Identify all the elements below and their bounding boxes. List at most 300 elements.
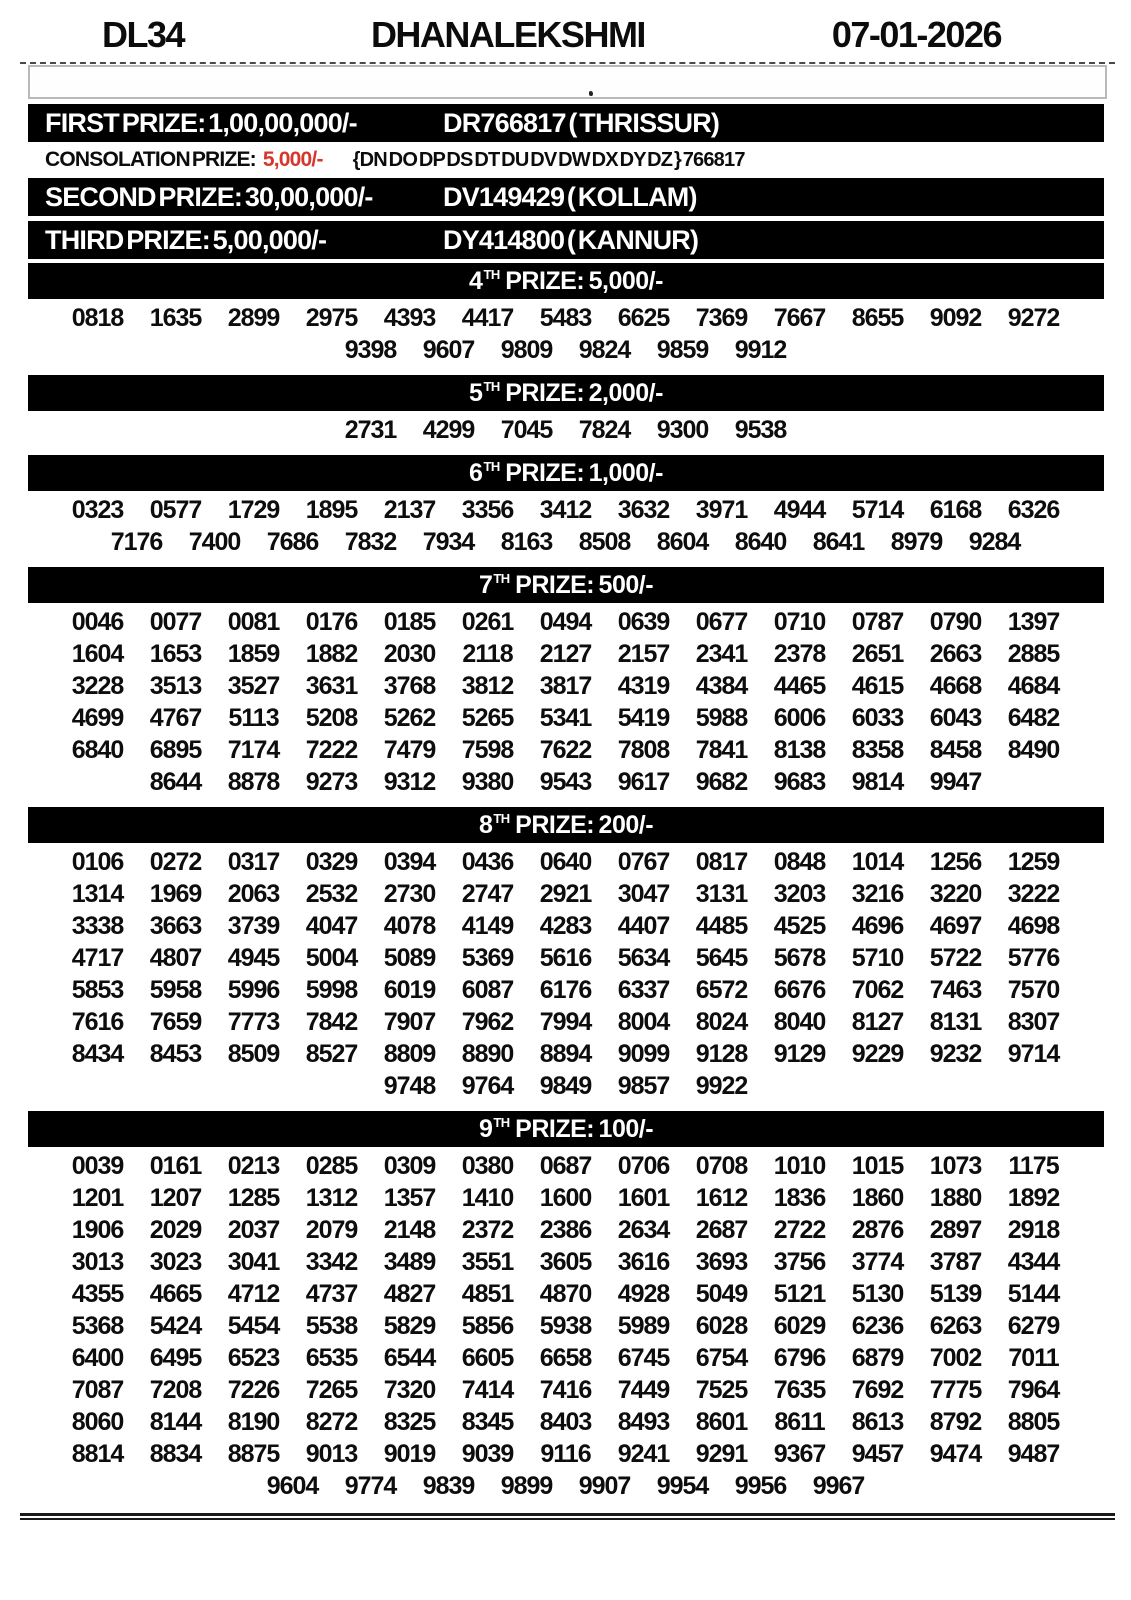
winning-number: 6544 bbox=[383, 1344, 436, 1372]
winning-number: 6326 bbox=[1007, 496, 1060, 524]
winning-number: 2731 bbox=[344, 416, 397, 444]
winning-number: 4684 bbox=[1007, 672, 1060, 700]
number-row bbox=[0, 670, 1131, 702]
winning-number: 9128 bbox=[695, 1040, 748, 1068]
consolation-prize-row bbox=[28, 145, 1104, 175]
winning-number: 9241 bbox=[617, 1440, 670, 1468]
winning-number: 5853 bbox=[71, 976, 124, 1004]
winning-number: 0272 bbox=[149, 848, 202, 876]
winning-number: 7449 bbox=[617, 1376, 670, 1404]
winning-number: 7002 bbox=[929, 1344, 982, 1372]
winning-number: 1859 bbox=[227, 640, 280, 668]
winning-number: 8493 bbox=[617, 1408, 670, 1436]
winning-number: 1635 bbox=[149, 304, 202, 332]
number-row bbox=[0, 1214, 1131, 1246]
winning-number: 6176 bbox=[539, 976, 592, 1004]
number-row bbox=[0, 1374, 1131, 1406]
third-prize-bar bbox=[28, 221, 1104, 259]
prize-section-7th bbox=[0, 567, 1131, 801]
winning-number: 0161 bbox=[149, 1152, 202, 1180]
winning-number: 8601 bbox=[695, 1408, 748, 1436]
winning-number: 1836 bbox=[773, 1184, 826, 1212]
number-row bbox=[0, 766, 1131, 798]
winning-number: 3527 bbox=[227, 672, 280, 700]
number-row bbox=[0, 1006, 1131, 1038]
winning-number: 5958 bbox=[149, 976, 202, 1004]
winning-number: 0677 bbox=[695, 608, 748, 636]
winning-number: 7692 bbox=[851, 1376, 904, 1404]
third-prize-winner: DY414800 ( KANNUR) bbox=[443, 224, 699, 255]
winning-number: 7635 bbox=[773, 1376, 826, 1404]
winning-number: 0494 bbox=[539, 608, 592, 636]
draw-code: DL34 bbox=[102, 14, 185, 55]
winning-number: 3768 bbox=[383, 672, 436, 700]
prize-section-4th bbox=[0, 263, 1131, 369]
number-row bbox=[0, 1406, 1131, 1438]
winning-number: 7265 bbox=[305, 1376, 358, 1404]
winning-number: 6236 bbox=[851, 1312, 904, 1340]
winning-number: 2157 bbox=[617, 640, 670, 668]
winning-number: 0106 bbox=[71, 848, 124, 876]
winning-number: 6879 bbox=[851, 1344, 904, 1372]
winning-number: 4299 bbox=[422, 416, 475, 444]
winning-number: 2663 bbox=[929, 640, 982, 668]
winning-number: 7622 bbox=[539, 736, 592, 764]
winning-number: 9774 bbox=[344, 1472, 397, 1500]
winning-number: 2063 bbox=[227, 880, 280, 908]
winning-number: 0285 bbox=[305, 1152, 358, 1180]
winning-number: 8613 bbox=[851, 1408, 904, 1436]
winning-number: 3222 bbox=[1007, 880, 1060, 908]
number-row bbox=[0, 606, 1131, 638]
winning-number: 4717 bbox=[71, 944, 124, 972]
winning-number: 8490 bbox=[1007, 736, 1060, 764]
winning-number: 6482 bbox=[1007, 704, 1060, 732]
winning-number: 1256 bbox=[929, 848, 982, 876]
winning-number: 5262 bbox=[383, 704, 436, 732]
winning-number: 6676 bbox=[773, 976, 826, 1004]
winning-number: 1882 bbox=[305, 640, 358, 668]
winning-number: 8611 bbox=[774, 1408, 825, 1436]
winning-number: 9859 bbox=[656, 336, 709, 364]
number-row bbox=[0, 1038, 1131, 1070]
winning-number: 7320 bbox=[383, 1376, 436, 1404]
winning-number: 6796 bbox=[773, 1344, 826, 1372]
number-row bbox=[0, 910, 1131, 942]
winning-number: 6337 bbox=[617, 976, 670, 1004]
winning-number: 9682 bbox=[695, 768, 748, 796]
number-row bbox=[0, 1342, 1131, 1374]
winning-number: 6745 bbox=[617, 1344, 670, 1372]
consolation-series: {DN DO DP DS DT DU DV DW DX DY DZ } 766817 bbox=[352, 148, 745, 171]
winning-number: 2975 bbox=[305, 304, 358, 332]
winning-number: 4078 bbox=[383, 912, 436, 940]
winning-number: 0046 bbox=[71, 608, 124, 636]
winning-number: 9814 bbox=[851, 768, 904, 796]
number-row bbox=[0, 942, 1131, 974]
winning-number: 2532 bbox=[305, 880, 358, 908]
winning-number: 8509 bbox=[227, 1040, 280, 1068]
winning-number: 3041 bbox=[227, 1248, 280, 1276]
winning-number: 1604 bbox=[71, 640, 124, 668]
winning-number: 8358 bbox=[851, 736, 904, 764]
winning-number: 0710 bbox=[773, 608, 826, 636]
winning-number: 9273 bbox=[305, 768, 358, 796]
prize-section-5th bbox=[0, 375, 1131, 449]
winning-number: 1207 bbox=[149, 1184, 202, 1212]
first-prize-label: FIRST PRIZE: 1,00,00,000/- bbox=[45, 107, 357, 138]
winning-number: 3356 bbox=[461, 496, 514, 524]
winning-number: 8875 bbox=[227, 1440, 280, 1468]
winning-number: 9272 bbox=[1007, 304, 1060, 332]
winning-number: 2885 bbox=[1007, 640, 1060, 668]
winning-number: 2127 bbox=[539, 640, 592, 668]
winning-numbers-grid-7th bbox=[0, 604, 1131, 801]
number-row bbox=[0, 638, 1131, 670]
winning-number: 1612 bbox=[695, 1184, 748, 1212]
winning-number: 9604 bbox=[266, 1472, 319, 1500]
winning-number: 8792 bbox=[929, 1408, 982, 1436]
second-prize-label: SECOND PRIZE: 30,00,000/- bbox=[45, 181, 373, 212]
winning-number: 2137 bbox=[383, 496, 436, 524]
winning-number: 1895 bbox=[305, 496, 358, 524]
winning-number: 6029 bbox=[773, 1312, 826, 1340]
number-row bbox=[0, 1310, 1131, 1342]
winning-number: 1892 bbox=[1007, 1184, 1060, 1212]
winning-number: 9312 bbox=[383, 768, 436, 796]
prize-section-8th bbox=[0, 807, 1131, 1105]
winning-number: 2378 bbox=[773, 640, 826, 668]
winning-number: 2918 bbox=[1007, 1216, 1060, 1244]
winning-number: 9284 bbox=[968, 528, 1021, 556]
winning-number: 9092 bbox=[929, 304, 982, 332]
winning-number: 5089 bbox=[383, 944, 436, 972]
winning-number: 0317 bbox=[227, 848, 280, 876]
winning-number: 7369 bbox=[695, 304, 748, 332]
winning-numbers-grid-8th bbox=[0, 844, 1131, 1105]
winning-number: 8004 bbox=[617, 1008, 670, 1036]
number-row bbox=[0, 1278, 1131, 1310]
winning-number: 6019 bbox=[383, 976, 436, 1004]
prize-section-9th bbox=[0, 1111, 1131, 1505]
winning-number: 7841 bbox=[695, 736, 748, 764]
winning-number: 1653 bbox=[149, 640, 202, 668]
winning-number: 6572 bbox=[695, 976, 748, 1004]
winning-number: 9912 bbox=[734, 336, 787, 364]
winning-number: 8655 bbox=[851, 304, 904, 332]
winning-numbers-grid-9th bbox=[0, 1148, 1131, 1505]
winning-number: 9947 bbox=[929, 768, 982, 796]
winning-number: 5483 bbox=[539, 304, 592, 332]
winning-number: 8144 bbox=[149, 1408, 202, 1436]
winning-number: 6605 bbox=[461, 1344, 514, 1372]
winning-number: 3787 bbox=[929, 1248, 982, 1276]
winning-number: 9099 bbox=[617, 1040, 670, 1068]
section-header-7th: 7 $^{TH}$ PRIZE: 500/- bbox=[28, 567, 1104, 603]
winning-number: 8272 bbox=[305, 1408, 358, 1436]
number-row bbox=[0, 1182, 1131, 1214]
winning-number: 9922 bbox=[695, 1072, 748, 1100]
winning-number: 1357 bbox=[383, 1184, 436, 1212]
winning-number: 0323 bbox=[71, 496, 124, 524]
winning-number: 7775 bbox=[929, 1376, 982, 1404]
empty-input-box[interactable] bbox=[28, 65, 1107, 99]
winning-number: 8508 bbox=[578, 528, 631, 556]
winning-number: 0787 bbox=[851, 608, 904, 636]
winning-number: 3216 bbox=[851, 880, 904, 908]
winning-number: 5424 bbox=[149, 1312, 202, 1340]
section-header-8th: 8 $^{TH}$ PRIZE: 200/- bbox=[28, 807, 1104, 843]
winning-number: 4393 bbox=[383, 304, 436, 332]
winning-number: 5139 bbox=[929, 1280, 982, 1308]
winning-number: 2899 bbox=[227, 304, 280, 332]
winning-number: 5856 bbox=[461, 1312, 514, 1340]
winning-number: 3131 bbox=[695, 880, 748, 908]
number-row bbox=[0, 974, 1131, 1006]
winning-number: 4712 bbox=[227, 1280, 280, 1308]
winning-number: 6006 bbox=[773, 704, 826, 732]
winning-number: 0261 bbox=[461, 608, 514, 636]
winning-number: 5938 bbox=[539, 1312, 592, 1340]
winning-number: 5634 bbox=[617, 944, 670, 972]
winning-number: 3013 bbox=[71, 1248, 124, 1276]
winning-number: 1014 bbox=[851, 848, 904, 876]
winning-number: 8894 bbox=[539, 1040, 592, 1068]
winning-number: 5996 bbox=[227, 976, 280, 1004]
winning-number: 5454 bbox=[227, 1312, 280, 1340]
winning-number: 1880 bbox=[929, 1184, 982, 1212]
winning-number: 8805 bbox=[1007, 1408, 1060, 1436]
winning-number: 0176 bbox=[305, 608, 358, 636]
winning-number: 3774 bbox=[851, 1248, 904, 1276]
winning-number: 4698 bbox=[1007, 912, 1060, 940]
winning-number: 4047 bbox=[305, 912, 358, 940]
winning-numbers-grid-6th bbox=[0, 492, 1131, 561]
winning-number: 1410 bbox=[461, 1184, 514, 1212]
winning-number: 9116 bbox=[540, 1440, 591, 1468]
winning-number: 6279 bbox=[1007, 1312, 1060, 1340]
winning-number: 3739 bbox=[227, 912, 280, 940]
winning-number: 0039 bbox=[71, 1152, 124, 1180]
winning-number: 5419 bbox=[617, 704, 670, 732]
winning-number: 5121 bbox=[773, 1280, 826, 1308]
winning-number: 5998 bbox=[305, 976, 358, 1004]
winning-number: 8040 bbox=[773, 1008, 826, 1036]
winning-number: 9809 bbox=[500, 336, 553, 364]
winning-number: 7824 bbox=[578, 416, 631, 444]
winning-number: 5616 bbox=[539, 944, 592, 972]
winning-number: 9967 bbox=[812, 1472, 865, 1500]
winning-number: 8604 bbox=[656, 528, 709, 556]
winning-number: 6895 bbox=[149, 736, 202, 764]
winning-number: 9129 bbox=[773, 1040, 826, 1068]
winning-number: 4945 bbox=[227, 944, 280, 972]
winning-number: 9229 bbox=[851, 1040, 904, 1068]
winning-number: 3817 bbox=[539, 672, 592, 700]
winning-number: 4697 bbox=[929, 912, 982, 940]
winning-number: 3023 bbox=[149, 1248, 202, 1276]
second-prize-winner: DV149429 ( KOLLAM) bbox=[443, 181, 697, 212]
winning-number: 5368 bbox=[71, 1312, 124, 1340]
winning-number: 2079 bbox=[305, 1216, 358, 1244]
winning-number: 2037 bbox=[227, 1216, 280, 1244]
winning-number: 8190 bbox=[227, 1408, 280, 1436]
winning-number: 9474 bbox=[929, 1440, 982, 1468]
winning-number: 1073 bbox=[929, 1152, 982, 1180]
winning-number: 1906 bbox=[71, 1216, 124, 1244]
winning-number: 2687 bbox=[695, 1216, 748, 1244]
winning-number: 6033 bbox=[851, 704, 904, 732]
winning-number: 8641 bbox=[812, 528, 865, 556]
winning-number: 9367 bbox=[773, 1440, 826, 1468]
second-prize-bar bbox=[28, 178, 1104, 216]
third-prize-label: THIRD PRIZE: 5,00,000/- bbox=[45, 224, 327, 255]
winning-number: 7062 bbox=[851, 976, 904, 1004]
winning-number: 5988 bbox=[695, 704, 748, 732]
draw-date: 07-01-2026 bbox=[831, 14, 1001, 55]
winning-number: 7174 bbox=[227, 736, 280, 764]
winning-number: 4737 bbox=[305, 1280, 358, 1308]
winning-number: 3632 bbox=[617, 496, 670, 524]
winning-number: 1969 bbox=[149, 880, 202, 908]
winning-number: 9748 bbox=[383, 1072, 436, 1100]
winning-number: 9839 bbox=[422, 1472, 475, 1500]
winning-number: 4767 bbox=[149, 704, 202, 732]
winning-number: 2747 bbox=[461, 880, 514, 908]
winning-number: 3663 bbox=[149, 912, 202, 940]
winning-number: 3693 bbox=[695, 1248, 748, 1276]
winning-number: 4668 bbox=[929, 672, 982, 700]
section-header-4th: 4 $^{TH}$ PRIZE: 5,000/- bbox=[28, 263, 1104, 299]
winning-number: 7479 bbox=[383, 736, 436, 764]
winning-number: 4696 bbox=[851, 912, 904, 940]
winning-number: 4417 bbox=[461, 304, 514, 332]
winning-number: 1201 bbox=[71, 1184, 124, 1212]
winning-number: 4525 bbox=[773, 912, 826, 940]
winning-number: 5710 bbox=[851, 944, 904, 972]
number-row bbox=[0, 414, 1131, 446]
winning-number: 5989 bbox=[617, 1312, 670, 1340]
winning-number: 7525 bbox=[695, 1376, 748, 1404]
winning-number: 4615 bbox=[851, 672, 904, 700]
winning-number: 4827 bbox=[383, 1280, 436, 1308]
winning-number: 5722 bbox=[929, 944, 982, 972]
winning-number: 0309 bbox=[383, 1152, 436, 1180]
winning-number: 8138 bbox=[773, 736, 826, 764]
winning-number: 7463 bbox=[929, 976, 982, 1004]
number-row bbox=[0, 334, 1131, 366]
winning-number: 2921 bbox=[539, 880, 592, 908]
winning-number: 2030 bbox=[383, 640, 436, 668]
winning-number: 7773 bbox=[227, 1008, 280, 1036]
winning-number: 8878 bbox=[227, 768, 280, 796]
winning-number: 8453 bbox=[149, 1040, 202, 1068]
winning-number: 7994 bbox=[539, 1008, 592, 1036]
winning-number: 9538 bbox=[734, 416, 787, 444]
winning-number: 1259 bbox=[1007, 848, 1060, 876]
winning-numbers-grid-4th bbox=[0, 300, 1131, 369]
winning-number: 5645 bbox=[695, 944, 748, 972]
winning-number: 7934 bbox=[422, 528, 475, 556]
winning-number: 2029 bbox=[149, 1216, 202, 1244]
section-header-5th: 5 $^{TH}$ PRIZE: 2,000/- bbox=[28, 375, 1104, 411]
winning-number: 9617 bbox=[617, 768, 670, 796]
winning-number: 5144 bbox=[1007, 1280, 1060, 1308]
winning-number: 6168 bbox=[929, 496, 982, 524]
winning-number: 8458 bbox=[929, 736, 982, 764]
number-row bbox=[0, 1070, 1131, 1102]
winning-number: 3342 bbox=[305, 1248, 358, 1276]
winning-number: 3616 bbox=[617, 1248, 670, 1276]
winning-number: 2722 bbox=[773, 1216, 826, 1244]
winning-number: 1175 bbox=[1008, 1152, 1059, 1180]
winning-number: 8527 bbox=[305, 1040, 358, 1068]
winning-number: 9291 bbox=[695, 1440, 748, 1468]
winning-number: 9232 bbox=[929, 1040, 982, 1068]
winning-number: 0639 bbox=[617, 608, 670, 636]
consolation-amount: 5,000/- bbox=[262, 148, 323, 171]
winning-number: 6087 bbox=[461, 976, 514, 1004]
winning-number: 7842 bbox=[305, 1008, 358, 1036]
winning-number: 3756 bbox=[773, 1248, 826, 1276]
number-row bbox=[0, 302, 1131, 334]
winning-number: 3228 bbox=[71, 672, 124, 700]
ink-speck bbox=[589, 91, 593, 96]
winning-number: 8434 bbox=[71, 1040, 124, 1068]
winning-number: 0185 bbox=[383, 608, 436, 636]
winning-number: 7570 bbox=[1007, 976, 1060, 1004]
numbered-prize-sections bbox=[0, 263, 1131, 1505]
winning-number: 7222 bbox=[305, 736, 358, 764]
winning-number: 9039 bbox=[461, 1440, 514, 1468]
winning-number: 5341 bbox=[539, 704, 592, 732]
winning-number: 2372 bbox=[461, 1216, 514, 1244]
winning-number: 7400 bbox=[188, 528, 241, 556]
winning-number: 9683 bbox=[773, 768, 826, 796]
winning-number: 7616 bbox=[71, 1008, 124, 1036]
section-header-9th: 9 $^{TH}$ PRIZE: 100/- bbox=[28, 1111, 1104, 1147]
number-row bbox=[0, 702, 1131, 734]
winning-number: 3412 bbox=[539, 496, 592, 524]
winning-number: 0394 bbox=[383, 848, 436, 876]
winning-number: 0817 bbox=[695, 848, 748, 876]
winning-number: 0081 bbox=[227, 608, 280, 636]
winning-number: 0077 bbox=[149, 608, 202, 636]
winning-number: 4807 bbox=[149, 944, 202, 972]
winning-number: 4355 bbox=[71, 1280, 124, 1308]
winning-number: 6523 bbox=[227, 1344, 280, 1372]
winning-number: 4319 bbox=[617, 672, 670, 700]
winning-number: 1312 bbox=[305, 1184, 358, 1212]
winning-number: 3971 bbox=[695, 496, 748, 524]
winning-number: 7659 bbox=[149, 1008, 202, 1036]
winning-number: 2341 bbox=[695, 640, 748, 668]
winning-number: 8814 bbox=[71, 1440, 124, 1468]
number-row bbox=[0, 526, 1131, 558]
winning-number: 1397 bbox=[1007, 608, 1060, 636]
winning-number: 0436 bbox=[461, 848, 514, 876]
winning-number: 7045 bbox=[500, 416, 553, 444]
number-row bbox=[0, 1470, 1131, 1502]
page-header bbox=[0, 0, 1131, 62]
winning-number: 3203 bbox=[773, 880, 826, 908]
winning-number: 8403 bbox=[539, 1408, 592, 1436]
winning-number: 0790 bbox=[929, 608, 982, 636]
winning-number: 5004 bbox=[305, 944, 358, 972]
winning-number: 9849 bbox=[539, 1072, 592, 1100]
winning-number: 4465 bbox=[773, 672, 826, 700]
first-prize-winner: DR766817 ( THRISSUR) bbox=[443, 107, 720, 138]
